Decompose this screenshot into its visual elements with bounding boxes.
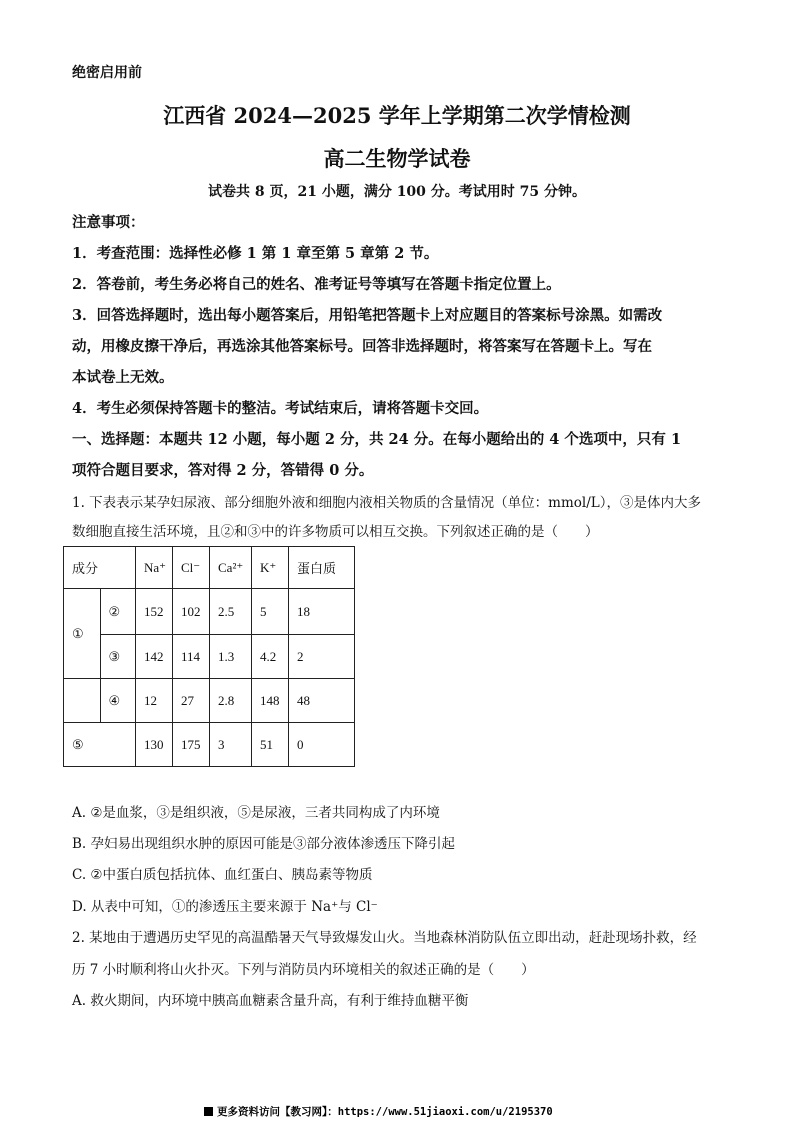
notice-item-4: 4．考生必须保持答题卡的整洁。考试结束后，请将答题卡交回。 bbox=[72, 400, 489, 417]
table-cell: 0 bbox=[289, 723, 355, 767]
table-cell: 48 bbox=[289, 679, 355, 723]
q1-option-b: B. 孕妇易出现组织水肿的原因可能是③部分液体渗透压下降引起 bbox=[72, 836, 456, 852]
q1-stem-line2: 数细胞直接生活环境，且②和③中的许多物质可以相互交换。下列叙述正确的是（ ） bbox=[72, 524, 599, 540]
header-cell: Cl⁻ bbox=[173, 547, 210, 589]
table-header-row bbox=[64, 547, 355, 589]
table-cell: 5 bbox=[252, 589, 289, 635]
table-row bbox=[64, 589, 355, 635]
q2-option-a: A. 救火期间，内环境中胰高血糖素含量升高，有利于维持血糖平衡 bbox=[72, 993, 469, 1009]
notice-item-1: 1．考查范围：选择性必修 1 第 1 章至第 5 章第 2 节。 bbox=[72, 245, 439, 262]
flag-icon bbox=[204, 1107, 213, 1116]
header-cell: K⁺ bbox=[252, 547, 289, 589]
section-heading-line1: 一、选择题：本题共 12 小题，每小题 2 分，共 24 分。在每小题给出的 4 个选项中，只有 1 bbox=[72, 431, 682, 448]
q2-stem-line1: 2. 某地由于遭遇历史罕见的高温酷暑天气导致爆发山火。当地森林消防队伍立即出动，赶赴现场扑救，经 bbox=[72, 930, 697, 946]
composition-table bbox=[63, 546, 355, 767]
notice-heading: 注意事项： bbox=[72, 214, 145, 231]
group-label-cell: ① bbox=[64, 589, 101, 679]
footer-text: 更多资料访问【教习网】：https://www.51jiaoxi.com/u/2195370 bbox=[217, 1106, 553, 1118]
table-cell: 2.5 bbox=[210, 589, 252, 635]
confidential-label: 绝密启用前 bbox=[72, 65, 142, 81]
exam-info: 试卷共 8 页，21 小题，满分 100 分。考试用时 75 分钟。 bbox=[207, 184, 587, 200]
sub-label-cell: ④ bbox=[100, 679, 135, 723]
header-cell: 成分 bbox=[64, 547, 136, 589]
table-cell: 18 bbox=[289, 589, 355, 635]
table-cell: 114 bbox=[173, 635, 210, 679]
table-row bbox=[64, 635, 355, 679]
sub-label-cell: ② bbox=[100, 589, 135, 635]
subject-title: 高二生物学试卷 bbox=[323, 146, 471, 171]
q2-stem-line2: 历 7 小时顺利将山火扑灭。下列与消防员内环境相关的叙述正确的是（ ） bbox=[72, 962, 535, 978]
table-row bbox=[64, 679, 355, 723]
table-cell: 51 bbox=[252, 723, 289, 767]
header-cell: 蛋白质 bbox=[289, 547, 355, 589]
notice-item-3-line2: 动，用橡皮擦干净后，再选涂其他答案标号。回答非选择题时，将答案写在答题卡上。写在 bbox=[72, 338, 652, 355]
table-cell: 142 bbox=[136, 635, 173, 679]
sub-label-cell: ③ bbox=[100, 635, 135, 679]
table-cell: 27 bbox=[173, 679, 210, 723]
table-row bbox=[64, 723, 355, 767]
exam-title: 江西省 2024—2025 学年上学期第二次学情检测 bbox=[163, 103, 631, 128]
header-cell: Na⁺ bbox=[136, 547, 173, 589]
table-cell: 12 bbox=[136, 679, 173, 723]
sub-label-cell: ⑤ bbox=[64, 723, 136, 767]
q1-stem-line1: 1. 下表表示某孕妇尿液、部分细胞外液和细胞内液相关物质的含量情况（单位：mmol/L），③是体内大多 bbox=[72, 495, 701, 511]
empty-cell bbox=[64, 679, 101, 723]
table-cell: 3 bbox=[210, 723, 252, 767]
notice-item-2: 2．答卷前，考生务必将自己的姓名、准考证号等填写在答题卡指定位置上。 bbox=[72, 276, 561, 293]
table-cell: 1.3 bbox=[210, 635, 252, 679]
footer-link[interactable] bbox=[204, 1104, 553, 1119]
table-cell: 152 bbox=[136, 589, 173, 635]
notice-item-3-line1: 3．回答选择题时，选出每小题答案后，用铅笔把答题卡上对应题目的答案标号涂黑。如需改 bbox=[72, 307, 663, 324]
section-heading-line2: 项符合题目要求，答对得 2 分，答错得 0 分。 bbox=[72, 462, 374, 479]
table-cell: 4.2 bbox=[252, 635, 289, 679]
table-cell: 2.8 bbox=[210, 679, 252, 723]
header-cell: Ca²⁺ bbox=[210, 547, 252, 589]
notice-item-3-line3: 本试卷上无效。 bbox=[72, 369, 174, 386]
table-cell: 2 bbox=[289, 635, 355, 679]
table-cell: 102 bbox=[173, 589, 210, 635]
table-cell: 130 bbox=[136, 723, 173, 767]
table-cell: 175 bbox=[173, 723, 210, 767]
table-cell: 148 bbox=[252, 679, 289, 723]
q1-option-d: D. 从表中可知，①的渗透压主要来源于 Na⁺与 Cl⁻ bbox=[72, 899, 378, 915]
q1-option-c: C. ②中蛋白质包括抗体、血红蛋白、胰岛素等物质 bbox=[72, 867, 373, 883]
q1-option-a: A. ②是血浆，③是组织液，⑤是尿液，三者共同构成了内环境 bbox=[72, 805, 440, 821]
